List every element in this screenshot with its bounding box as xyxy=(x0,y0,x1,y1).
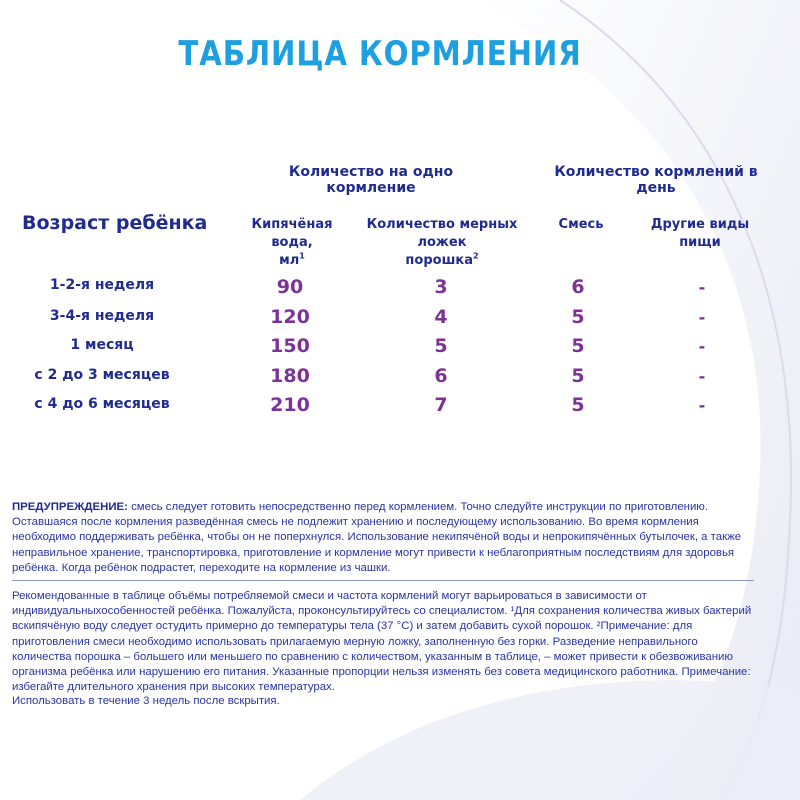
table-cell-other: - xyxy=(698,367,706,386)
table-cell-other: - xyxy=(698,308,706,327)
footnote-2-marker: 2 xyxy=(472,251,479,261)
table-cell-other: - xyxy=(698,396,706,415)
column-header-water-line2: мл xyxy=(279,253,300,268)
column-header-other-line2: пищи xyxy=(679,235,721,250)
warning-text xyxy=(12,500,754,576)
group-header-per-feeding: Количество на одно кормление xyxy=(288,164,454,196)
table-cell-water: 180 xyxy=(270,365,310,387)
column-header-water-line1: Кипячёная вода, xyxy=(251,217,333,250)
table-row-age: 3-4-я неделя xyxy=(49,308,155,324)
column-header-water xyxy=(232,216,352,270)
table-cell-spoons: 5 xyxy=(434,335,448,357)
column-header-other-line1: Другие виды xyxy=(650,217,750,232)
table-cell-feedings: 5 xyxy=(571,365,585,387)
column-header-mix: Смесь xyxy=(558,217,604,232)
table-cell-water: 210 xyxy=(270,394,310,416)
group-header-per-day: Количество кормлений в день xyxy=(554,164,758,196)
table-cell-other: - xyxy=(698,278,706,297)
footnote-1-marker: 1 xyxy=(299,251,305,261)
usage-note: Использовать в течение 3 недель после вскрытия. xyxy=(12,695,280,707)
warning-body: смесь следует готовить непосредственно перед кормлением. Точно следуйте инструкции по приготовлению. Оставшаяся после кормления разведённая смесь не подлежит хранению и последующему использованию. Во время кормления необходимо поддерживать ребёнка, чтобы он не поперхнулся. Использование некипячёной воды и непрокипячённых бутылочек, а также неправильное хранение, транспортировка, приготовление и кормление могут привести к неблагоприятным последствиям для здоровья ребёнка. Когда ребёнок подрастет, переходите на кормление из чашки. xyxy=(12,501,742,574)
table-cell-feedings: 6 xyxy=(571,276,585,298)
table-cell-other: - xyxy=(698,337,706,356)
divider xyxy=(12,580,754,581)
table-row-age: с 4 до 6 месяцев xyxy=(34,396,170,412)
warning-label: ПРЕДУПРЕЖДЕНИЕ: xyxy=(12,501,128,513)
table-cell-spoons: 3 xyxy=(434,276,448,298)
table-cell-feedings: 5 xyxy=(571,306,585,328)
table-cell-spoons: 6 xyxy=(434,365,448,387)
column-header-spoons-line2: порошка xyxy=(405,253,473,268)
page-title: ТАБЛИЦА КОРМЛЕНИЯ xyxy=(178,34,582,74)
table-row-age: 1 месяц xyxy=(70,337,134,353)
column-header-spoons xyxy=(350,216,534,270)
table-cell-spoons: 4 xyxy=(434,306,448,328)
table-cell-water: 150 xyxy=(270,335,310,357)
table-row-age: с 2 до 3 месяцев xyxy=(34,367,170,383)
recommendation-note: Рекомендованные в таблице объёмы потребляемой смеси и частота кормлений могут варьироваться в зависимости от индивидуальныхособенностей ребёнка. Пожалуйста, проконсультируйтесь со специалистом. ¹Для сохранения количества живых бактерий вскипячёную воду следует остудить примерно до температуры тела (37 °С) и затем добавить сухой порошок. ²Примечание: для приготовления смеси необходимо использовать прилагаемую мерную ложку, заполненную без горки. Разведение неправильного количества порошка – большего или меньшего по сравнению с количеством, указанным в таблице, – может привести к обезвоживанию организма ребёнка или нарушению его питания. Указанные пропорции нельзя изменять без совета медицинского работника. Примечание: избегайте длительного хранения при высоких температурах. xyxy=(12,590,752,694)
table-cell-water: 90 xyxy=(276,276,304,298)
column-header-other-food xyxy=(640,216,760,252)
table-row-age: 1-2-я неделя xyxy=(49,277,155,293)
table-cell-spoons: 7 xyxy=(434,394,448,416)
column-header-spoons-line1: Количество мерных ложек xyxy=(366,217,518,250)
table-cell-feedings: 5 xyxy=(571,335,585,357)
table-cell-water: 120 xyxy=(270,306,310,328)
table-cell-feedings: 5 xyxy=(571,394,585,416)
column-header-age: Возраст ребёнка xyxy=(22,212,208,234)
